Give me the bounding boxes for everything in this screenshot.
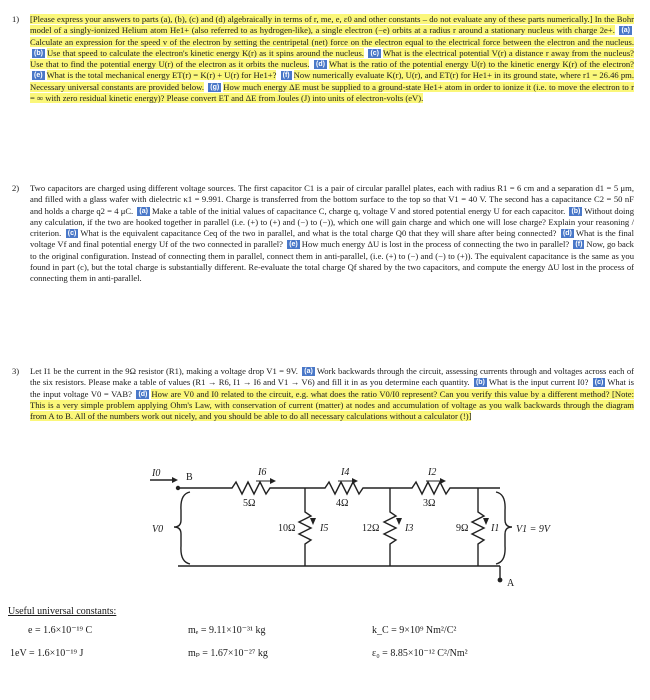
i6-arrow <box>270 478 276 484</box>
current-i6: I6 <box>258 467 267 478</box>
resistor-4-label: 4Ω <box>336 498 349 509</box>
resistor-9-label: 9Ω <box>456 523 469 534</box>
resistor-12-label: 12Ω <box>362 523 380 534</box>
i2-arrow <box>440 478 446 484</box>
node-b-label: B <box>186 472 193 483</box>
shunt-r5 <box>299 488 311 566</box>
shunt-r1 <box>472 488 484 566</box>
const-mp: mₚ = 1.67×10⁻²⁷ kg <box>188 648 268 659</box>
useful-constants <box>0 604 650 694</box>
current-i4: I4 <box>341 467 350 478</box>
output-voltage-label: V1 = 9V <box>516 524 550 535</box>
top-wire <box>178 482 500 494</box>
problem-2-number: 2) <box>12 183 20 193</box>
part-1a-tag: (a) <box>621 27 630 35</box>
problem-2: 2) Two capacitors are charged using different voltage sources. The first capacitor C1 is a pair of circular parallel plates, each with radius R1 = 6 cm and a separation d1 = 5 μm, and filled with a glass wafer with dielectric κ1 = 9.991. Charge is transferred from the bottom surface to the top so that V1 = 40 V. The second has a capacitance C2 = 50 nF and holds a charge q2 = 4 μC. (a) Make a table of the initial values of capacitance C, charge q, voltage V and stored potential energy U for each capacitor. (b) Without doing any calculation, if the two are hooked together in parallel (i.e. (+) to (+) and (−) to (−)), which one will gain charge and which one will lose charge? Explain your reasoning / criterion. (c) What is the equivalent capacitance Ceq of the two in parallel, and what is the total charge Q0 that they will share after being connected? (d) What is the final voltage Vf and final potential energy Uf of the two connected in parallel? (e) How much energy ΔU is lost in the process of connecting the two in parallel? (f) Now, go back to the original configuration. Instead of connecting them in parallel, connect them in anti-parallel, (i.e. (+) to (−) and (−) to (+)). The equivalent capacitance is the same as you found in part (c), but the total charge is substantially different. Re-evaluate the total charge Qf shared by the two capacitors, and compute the energy ΔU lost in the process of connecting them in anti-parallel. <box>12 183 634 284</box>
node-a-label: A <box>507 578 515 589</box>
i3-arrow <box>396 518 402 525</box>
problem-1: 1) [Please express your answers to parts (a), (b), (c) and (d) algebraically in terms of r, me, e, ε0 and other constants – do not evaluate any of these parts numerically.] In the Bohr model of a singly-ionized Helium atom He1+ (also referred to as hydrogen-like), a single electron (−e) orbits at a radius r around a stationary nucleus with charge 2e+. (a)Calculate an expression for the speed v of the electron by setting the centripetal (net) force on the electron equal to the electrical force between the electron and the nucleus. (b) Use that speed to calculate the electron's kinetic energy K(r) as it spins around the nucleus. (c) What is the electrical potential V(r) a distance r away from the nucleus? Use that to find the potential energy U(r) of the electron as it orbits the nucleus. (d) What is the ratio of the potential energy U(r) to the kinetic energy K(r) of the electron? (e) What is the total mechanical energy ET(r) = K(r) + U(r) for He1+? (f) Now numerically evaluate K(r), U(r), and ET(r) for He1+ in its ground state, where r1 = 26.46 pm. Necessary universal constants are provided below. (g) How much energy ΔE must be supplied to a ground-state He1+ atom in order to ionize it (i.e. to move the electron to r = ∞ with zero residual kinetic energy)? Please convert ET and ΔE from Joules (J) into units of electron-volts (eV). <box>12 14 634 104</box>
i4-arrow <box>352 478 358 484</box>
const-me: mₑ = 9.11×10⁻³¹ kg <box>188 625 266 636</box>
current-i5: I5 <box>320 523 329 534</box>
problem-3-intro: Let I1 be the current in the 9Ω resistor (R1), making a voltage drop V1 = 9V. <box>30 366 298 376</box>
problem-1-intro: [Please express your answers to parts (a), (b), (c) and (d) algebraically in terms of r, me, e, ε0 and other constants – do not evaluate any of these parts numerically.] In the Bohr model of a singly-ionized Helium atom He1+ (also referred to as hydrogen-like), a single electron (−e) orbits at a radius r around a stationary nucleus with charge 2e+. <box>30 14 634 36</box>
constants-heading: Useful universal constants: <box>8 606 117 617</box>
problem-3: 3) Let I1 be the current in the 9Ω resistor (R1), making a voltage drop V1 = 9V. (a) Work backwards through the circuit, assessing currents through and voltages across each of the six resistors. Please make a table of values (R1 → R6, I1 → I6 and V1 → V6) and fill it in as you determine each quantity. (b) What is the input current I0? (c) What is the input voltage V0 = VAB? (d) How are V0 and I0 related to the circuit, e.g. what does the ratio V0/I0 represent? Can you verify this value by a different method? [Note: This is a very simple problem applying Ohm's Law, with conservation of current (matter) at nodes and accumulation of voltage as you walk backwards through the diagram from A to B. All of the numbers work out nicely, and you should be able to do all necessary calculations without a calculator (!)] <box>12 366 634 422</box>
i1-arrow <box>483 518 489 525</box>
node-a-dot <box>498 578 503 583</box>
const-kc: k_C = 9×10⁹ Nm²/C² <box>372 625 457 636</box>
const-eps0: ε₀ = 8.85×10⁻¹² C²/Nm² <box>372 648 468 659</box>
input-current-arrow <box>172 477 178 483</box>
input-brace <box>174 492 190 564</box>
node-b-dot <box>176 486 180 490</box>
input-voltage-label: V0 <box>152 524 164 535</box>
input-current-label: I0 <box>152 468 161 479</box>
const-e: e = 1.6×10⁻¹⁹ C <box>28 625 93 636</box>
current-i2: I2 <box>428 467 437 478</box>
problem-3-number: 3) <box>12 366 20 376</box>
resistor-10-label: 10Ω <box>278 523 296 534</box>
current-i1: I1 <box>491 523 500 534</box>
resistor-5-label: 5Ω <box>243 498 256 509</box>
problem-1-number: 1) <box>12 14 20 24</box>
i5-arrow <box>310 518 316 525</box>
problem-2-intro: Two capacitors are charged using different voltage sources. The first capacitor C1 is a pair of circular parallel plates, each with radius R1 = 6 cm and a separation d1 = 5 μm, and filled with a glass wafer with dielectric κ1 = 9.991. Charge is transferred from the bottom surface to the top so that V1 = 40 V. The second has a capacitance C2 = 50 nF and holds a charge q2 = 4 μC. <box>30 183 634 216</box>
shunt-r3 <box>384 488 396 566</box>
const-ev: 1eV = 1.6×10⁻¹⁹ J <box>10 648 84 659</box>
resistor-3-label: 3Ω <box>423 498 436 509</box>
current-i3: I3 <box>405 523 414 534</box>
